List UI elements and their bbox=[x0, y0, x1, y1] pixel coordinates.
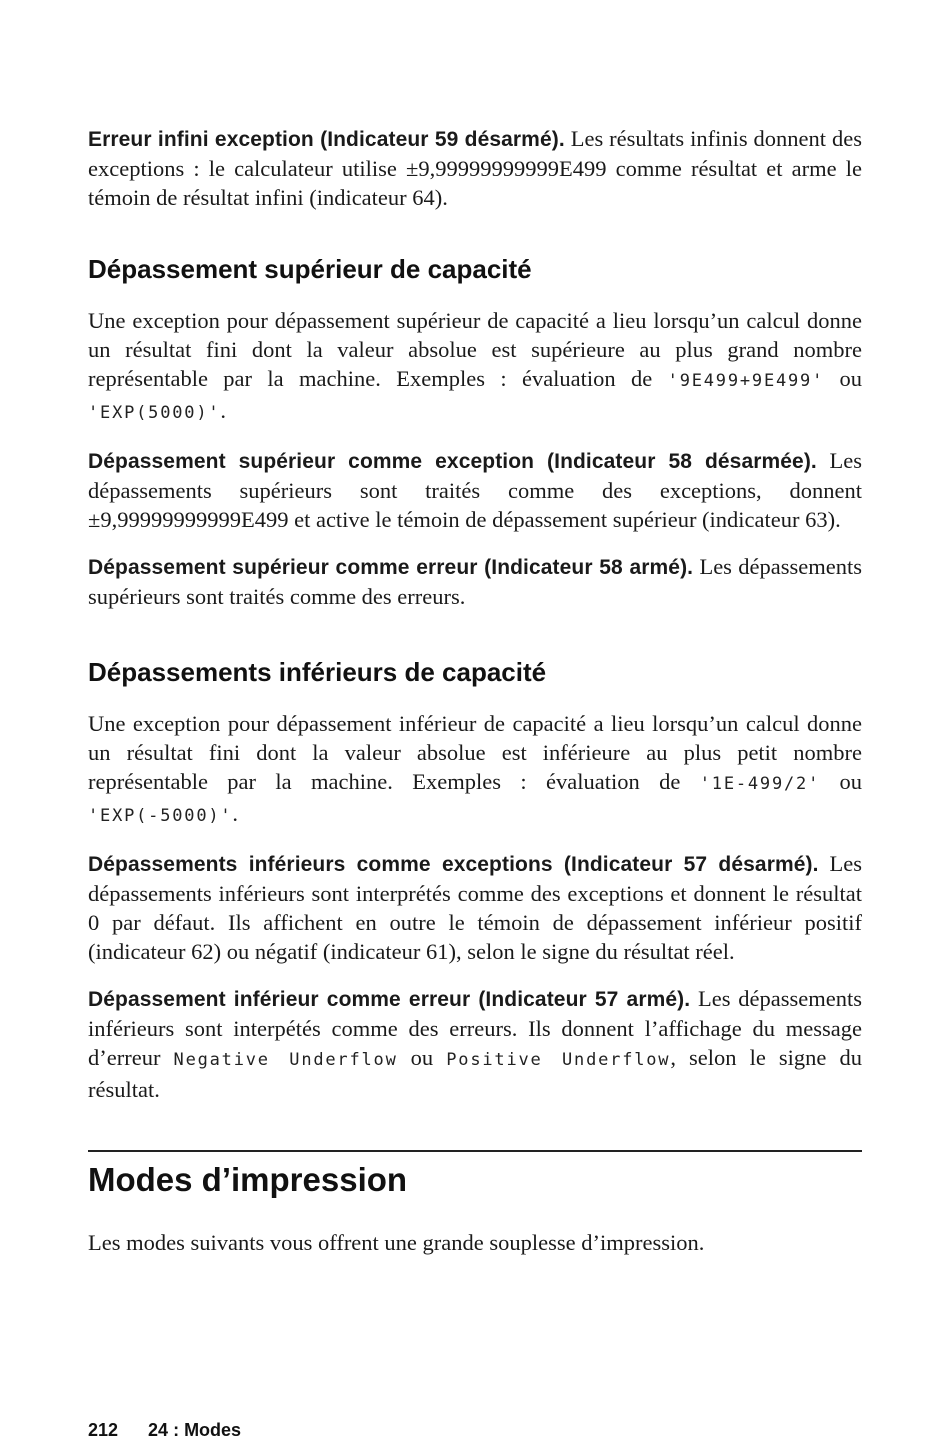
overflow-exception-lead: Dépassement supérieur comme exception (Indicateur 58 désarmée). bbox=[88, 450, 817, 473]
underflow-error-lead: Dépassement inférieur comme erreur (Indicateur 57 armé). bbox=[88, 988, 691, 1011]
underflow-error-ou: ou bbox=[397, 1045, 447, 1070]
print-modes-heading: Modes d’impression bbox=[88, 1161, 408, 1198]
underflow-error-text-2: , selon le signe du résultat. bbox=[88, 1045, 862, 1102]
infinite-error-lead: Erreur infini exception (Indicateur 59 désarmé). bbox=[88, 128, 565, 151]
overflow-intro-text: Une exception pour dépassement supérieur de capacité a lieu lorsqu’un calcul donne un résultat fini dont la valeur absolue est supérieure au plus grand nombre représentable par la machine. Exemples : évaluation de bbox=[88, 308, 862, 391]
underflow-intro-text: Une exception pour dépassement inférieur de capacité a lieu lorsqu’un calcul donne un résultat fini dont la valeur absolue est inférieure au plus petit nombre représentable par la machine. Exemples : évaluation de bbox=[88, 711, 862, 794]
underflow-exception-lead: Dépassements inférieurs comme exceptions (Indicateur 57 désarmé). bbox=[88, 853, 819, 876]
section-divider bbox=[88, 1150, 862, 1152]
overflow-error-text: Les dépassements supérieurs sont traités comme des erreurs. bbox=[88, 554, 862, 609]
overflow-error-lead: Dépassement supérieur comme erreur (Indicateur 58 armé). bbox=[88, 556, 694, 579]
underflow-exception-text: Les dépassements inférieurs sont interprétés comme des exceptions et donnent le résultat 0 par défaut. Ils affichent en outre le témoin de dépassement inférieur positif (indicateur 62) ou négatif (indicateur 61), selon le signe du résultat réel. bbox=[88, 851, 862, 964]
underflow-error-paragraph bbox=[88, 984, 862, 1104]
overflow-intro-end: . bbox=[220, 398, 227, 423]
underflow-exception-paragraph bbox=[88, 849, 862, 966]
page-content bbox=[88, 120, 862, 1257]
underflow-intro-end: . bbox=[232, 801, 239, 826]
overflow-example-2: 'EXP(5000)' bbox=[88, 403, 221, 423]
page-footer bbox=[88, 1420, 241, 1441]
print-modes-text: Les modes suivants vous offrent une grande souplesse d’impression. bbox=[88, 1230, 705, 1255]
overflow-error-paragraph bbox=[88, 552, 862, 611]
negative-underflow-message: Negative Underflow bbox=[173, 1050, 398, 1070]
overflow-exception-paragraph bbox=[88, 446, 862, 534]
underflow-error-text-1: Les dépassements inférieurs sont interpétés comme des erreurs. Ils donnent l’affichage du message d’erreur bbox=[88, 986, 862, 1070]
underflow-example-1: '1E-499/2' bbox=[699, 774, 821, 794]
chapter-label: 24 : Modes bbox=[148, 1420, 242, 1440]
overflow-example-1: '9E499+9E499' bbox=[667, 371, 825, 391]
infinite-error-text: Les résultats infinis donnent des exceptions : le calculateur utilise ±9,99999999999E499 comme résultat et arme le témoin de résultat infini (indicateur 64). bbox=[88, 126, 862, 210]
underflow-ou: ou bbox=[820, 769, 862, 794]
overflow-exception-text: Les dépassements supérieurs sont traités comme des exceptions, donnent ±9,99999999999E499 et active le témoin de dépassement supérieur (indicateur 63). bbox=[88, 448, 862, 532]
overflow-intro bbox=[88, 306, 862, 428]
underflow-example-2: 'EXP(-5000)' bbox=[88, 806, 233, 826]
overflow-heading: Dépassement supérieur de capacité bbox=[88, 254, 532, 284]
infinite-error-paragraph bbox=[88, 124, 862, 212]
positive-underflow-message: Positive Underflow bbox=[446, 1050, 671, 1070]
underflow-intro bbox=[88, 709, 862, 831]
page-number: 212 bbox=[88, 1420, 119, 1440]
underflow-heading: Dépassements inférieurs de capacité bbox=[88, 657, 547, 687]
overflow-ou: ou bbox=[824, 366, 862, 391]
